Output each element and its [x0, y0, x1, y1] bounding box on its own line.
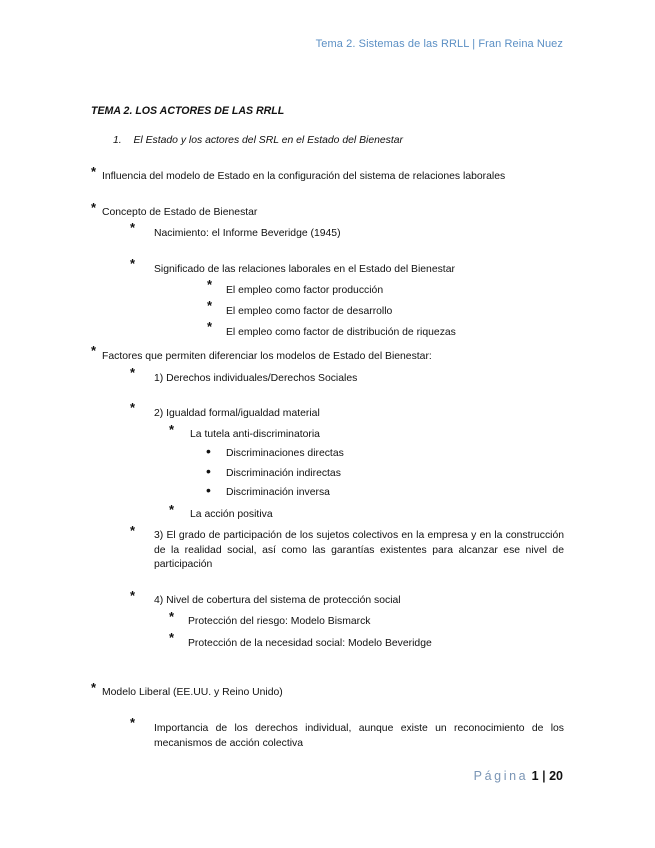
footer-separator: | — [542, 769, 546, 783]
star-bullet-icon: * — [207, 298, 213, 313]
list-item-nacimiento: Nacimiento: el Informe Beveridge (1945) — [154, 228, 341, 239]
star-bullet-icon: * — [91, 200, 97, 215]
footer-page-word: Página — [473, 769, 529, 783]
star-bullet-icon: * — [130, 715, 136, 730]
list-item-liberal: Modelo Liberal (EE.UU. y Reino Unido) — [102, 687, 283, 698]
list-item-nivel: 4) Nivel de cobertura del sistema de protección social — [154, 595, 401, 606]
section-heading — [113, 135, 403, 146]
page-footer — [474, 769, 563, 783]
star-bullet-icon: * — [91, 680, 97, 695]
footer-page-total: 20 — [549, 769, 563, 783]
section-number: 1. — [113, 135, 122, 146]
footer-page-number: 1 — [531, 769, 539, 783]
star-bullet-icon: * — [169, 422, 175, 437]
list-item-derechos: 1) Derechos individuales/Derechos Sociales — [154, 373, 358, 384]
star-bullet-icon: * — [130, 400, 136, 415]
list-item-influencia: Influencia del modelo de Estado en la configuración del sistema de relaciones laborales — [102, 171, 506, 182]
list-item-necesidad: Protección de la necesidad social: Modelo Beveridge — [188, 638, 432, 649]
list-item-significado: Significado de las relaciones laborales en el Estado del Bienestar — [154, 264, 455, 275]
list-item-disc-inversa: Discriminación inversa — [226, 487, 330, 498]
star-bullet-icon: * — [91, 164, 97, 179]
star-bullet-icon: * — [207, 277, 213, 292]
list-item-disc-directas: Discriminaciones directas — [226, 448, 344, 459]
list-item-empleo-desarrollo: El empleo como factor de desarrollo — [226, 306, 393, 317]
list-item-riesgo: Protección del riesgo: Modelo Bismarck — [188, 616, 371, 627]
star-bullet-icon: * — [169, 609, 175, 624]
star-bullet-icon: * — [169, 630, 175, 645]
list-item-concepto: Concepto de Estado de Bienestar — [102, 207, 258, 218]
list-item-igualdad: 2) Igualdad formal/igualdad material — [154, 408, 320, 419]
star-bullet-icon: * — [169, 502, 175, 517]
list-item-disc-indirectas: Discriminación indirectas — [226, 468, 341, 479]
section-text: El Estado y los actores del SRL en el Estado del Bienestar — [133, 135, 403, 146]
list-item-grado: 3) El grado de participación de los sujetos colectivos en la empresa y en la construcción de la realidad social, así como las garantías existentes para alcanzar ese nivel de participación — [154, 530, 564, 570]
list-item-accion-positiva: La acción positiva — [190, 509, 273, 520]
dot-bullet-icon: • — [206, 482, 211, 498]
star-bullet-icon: * — [130, 365, 136, 380]
list-item-factores: Factores que permiten diferenciar los modelos de Estado del Bienestar: — [102, 351, 432, 362]
star-bullet-icon: * — [130, 256, 136, 271]
page-header: Tema 2. Sistemas de las RRLL | Fran Reina Nuez — [315, 38, 563, 50]
list-item-importancia: Importancia de los derechos individual, aunque existe un reconocimiento de los mecanismos de acción colectiva — [154, 723, 564, 749]
dot-bullet-icon: • — [206, 463, 211, 479]
star-bullet-icon: * — [91, 343, 97, 358]
star-bullet-icon: * — [130, 220, 136, 235]
list-item-tutela: La tutela anti-discriminatoria — [190, 429, 320, 440]
star-bullet-icon: * — [130, 523, 136, 538]
list-item-empleo-distribucion: El empleo como factor de distribución de riquezas — [226, 327, 456, 338]
list-item-empleo-produccion: El empleo como factor producción — [226, 285, 384, 296]
page-title: TEMA 2. LOS ACTORES DE LAS RRLL — [91, 105, 285, 117]
dot-bullet-icon: • — [206, 443, 211, 459]
star-bullet-icon: * — [130, 588, 136, 603]
star-bullet-icon: * — [207, 319, 213, 334]
